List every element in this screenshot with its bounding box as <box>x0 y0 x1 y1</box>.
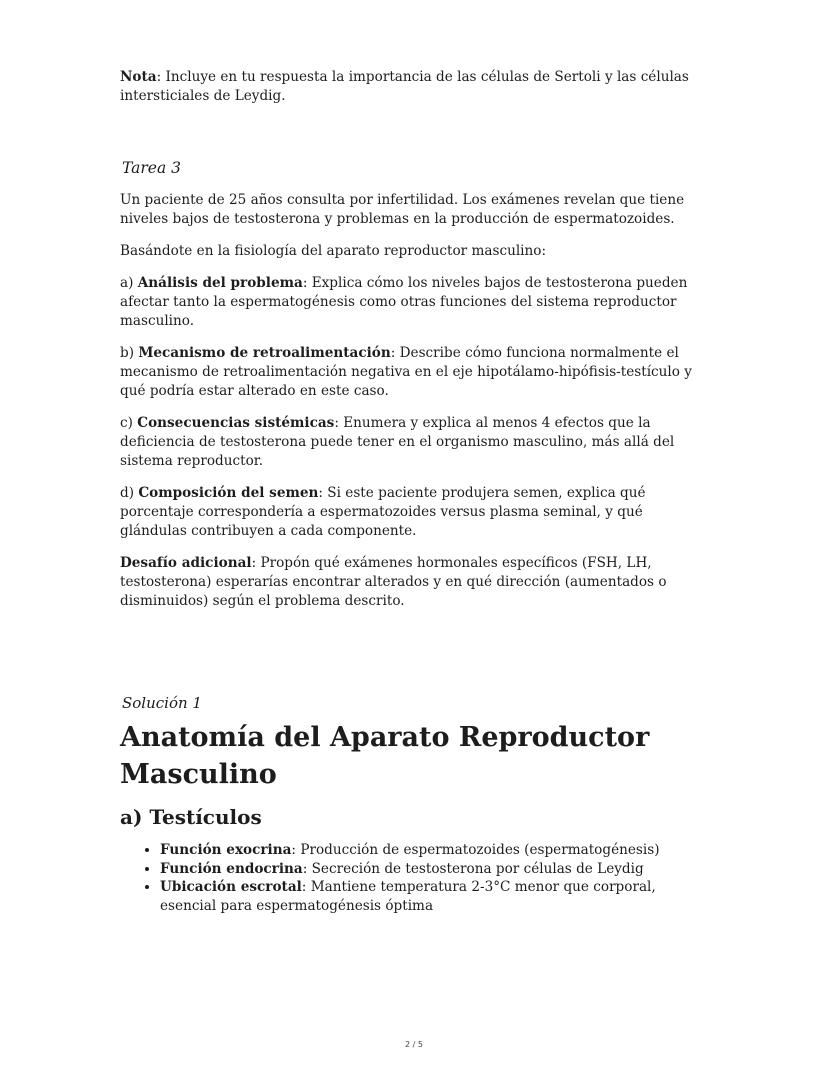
note-label: Nota <box>120 69 157 85</box>
challenge-paragraph <box>120 554 710 611</box>
item-label: Mecanismo de retroalimentación <box>138 345 391 361</box>
item-prefix: d) <box>120 485 139 501</box>
item-text: : Enumera y explica al menos 4 efectos que la deficiencia de testosterona puede tener en el organismo masculino, más allá del sistema reproductor. <box>120 415 675 469</box>
task-item-b <box>120 344 710 401</box>
item-label: Análisis del problema <box>137 275 303 291</box>
note-text: : Incluye en tu respuesta la importancia de las células de Sertoli y las células intersticiales de Leydig. <box>120 69 689 104</box>
task-3-title: Tarea 3 <box>122 159 181 177</box>
list-item <box>160 878 710 915</box>
item-prefix: a) <box>120 275 138 291</box>
note-paragraph <box>120 68 710 106</box>
bullet-label: Ubicación escrotal <box>160 879 302 895</box>
bullet-text: : Producción de espermatozoides (espermatogénesis) <box>291 842 660 858</box>
task-basis: Basándote en la fisiología del aparato reproductor masculino: <box>120 243 547 259</box>
item-prefix: c) <box>120 415 138 431</box>
solution-subheading: a) Testículos <box>120 805 262 829</box>
list-item <box>160 860 710 879</box>
bullet-label: Función exocrina <box>160 842 292 858</box>
task-item-d <box>120 484 710 541</box>
page-content <box>120 68 710 915</box>
bullet-text: : Mantiene temperatura 2-3°C menor que corporal, esencial para espermatogénesis óptima <box>160 879 656 914</box>
task-item-c <box>120 414 710 471</box>
bullet-text: : Secreción de testosterona por células de Leydig <box>302 860 644 877</box>
task-item-a <box>120 274 710 331</box>
list-item <box>160 841 710 860</box>
item-text: : Describe cómo funciona normalmente el mecanismo de retroalimentación negativa en el eje hipotálamo-hipófisis-testículo y qué podría estar alterado en este caso. <box>120 345 692 399</box>
solution-1-title: Solución 1 <box>122 694 202 712</box>
bullet-label: Función endocrina <box>160 860 303 877</box>
challenge-text: : Propón qué exámenes hormonales específicos (FSH, LH, testosterona) esperarías encontrar alterados y en qué dirección (aumentados o disminuidos) según el problema descrito. <box>120 555 667 609</box>
item-label: Composición del semen <box>138 485 319 501</box>
item-text: : Si este paciente produjera semen, explica qué porcentaje correspondería a espermatozoides versus plasma seminal, y qué glándulas contribuyen a cada componente. <box>120 485 646 539</box>
testicles-bullet-list <box>120 841 710 915</box>
task-intro: Un paciente de 25 años consulta por infertilidad. Los exámenes revelan que tiene niveles bajos de testosterona y problemas en la producción de espermatozoides. <box>120 192 685 227</box>
item-text: : Explica cómo los niveles bajos de testosterona pueden afectar tanto la espermatogénesis como otras funciones del sistema reproductor masculino. <box>120 275 688 329</box>
item-label: Consecuencias sistémicas <box>137 415 335 431</box>
page-number: 2 / 5 <box>405 1040 423 1049</box>
item-prefix: b) <box>120 345 139 361</box>
challenge-label: Desafío adicional <box>120 555 252 571</box>
solution-heading: Anatomía del Aparato Reproductor Masculino <box>120 722 650 790</box>
